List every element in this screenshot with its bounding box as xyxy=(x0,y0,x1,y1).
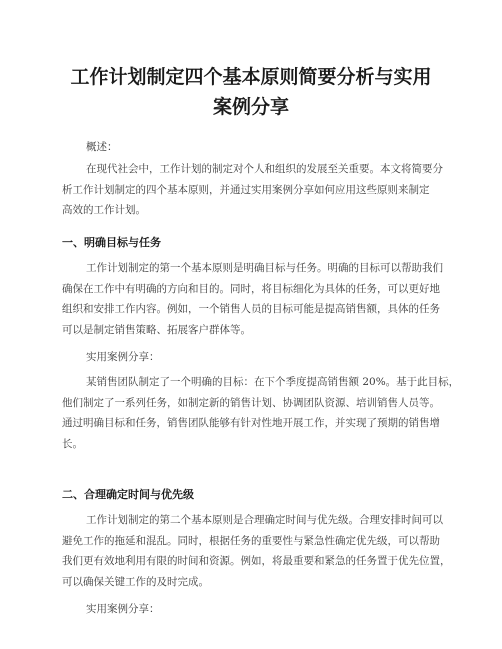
section-1-case-label: 实用案例分享： xyxy=(86,351,160,363)
section-2-heading: 二、合理确定时间与优先级 xyxy=(62,488,194,501)
document-title-line-2: 案例分享 xyxy=(212,96,289,118)
section-2-case-label: 实用案例分享： xyxy=(86,603,160,615)
section-1-body: 工作计划制定的第一个基本原则是明确目标与任务。明确的目标可以帮助我们 确保在工作中有明确的方向和目的。同时，将目标细化为具体的任务，可以更好地 组织和安排工作内容。例如，一个销售人员的目标可能是提高销售额，具体的任务 可以是制定销售策略、拓展客户群体等。 xyxy=(62,262,443,336)
section-2-body: 工作计划制定的第二个基本原则是合理确定时间与优先级。合理安排时间可以 避免工作的拖延和混乱。同时，根据任务的重要性与紧急性确定优先级，可以帮助 我们更有效地利用有限的时间和资源。例如，将最重要和紧急的任务置于优先位置， 可以确保关键工作的及时完成。 xyxy=(62,514,451,588)
overview-paragraph: 在现代社会中，工作计划的制定对个人和组织的发展至关重要。本文将简要分 析工作计划制定的四个基本原则，并通过实用案例分享如何应用这些原则来制定 高效的工作计划。 xyxy=(62,163,443,217)
section-1-heading: 一、明确目标与任务 xyxy=(62,236,161,249)
section-1-case-text: 某销售团队制定了一个明确的目标：在下个季度提高销售额 20%。基于此目标， 他们制定了一系列任务，如制定新的销售计划、协调团队资源、培训销售人员等。 通过明确目标和任务，销售团队能够有针对性地开展工作，并实现了预期的销售增 长。 xyxy=(62,376,460,450)
document-title-line-1: 工作计划制定四个基本原则简要分析与实用 xyxy=(70,66,432,88)
overview-label: 概述： xyxy=(86,141,118,153)
